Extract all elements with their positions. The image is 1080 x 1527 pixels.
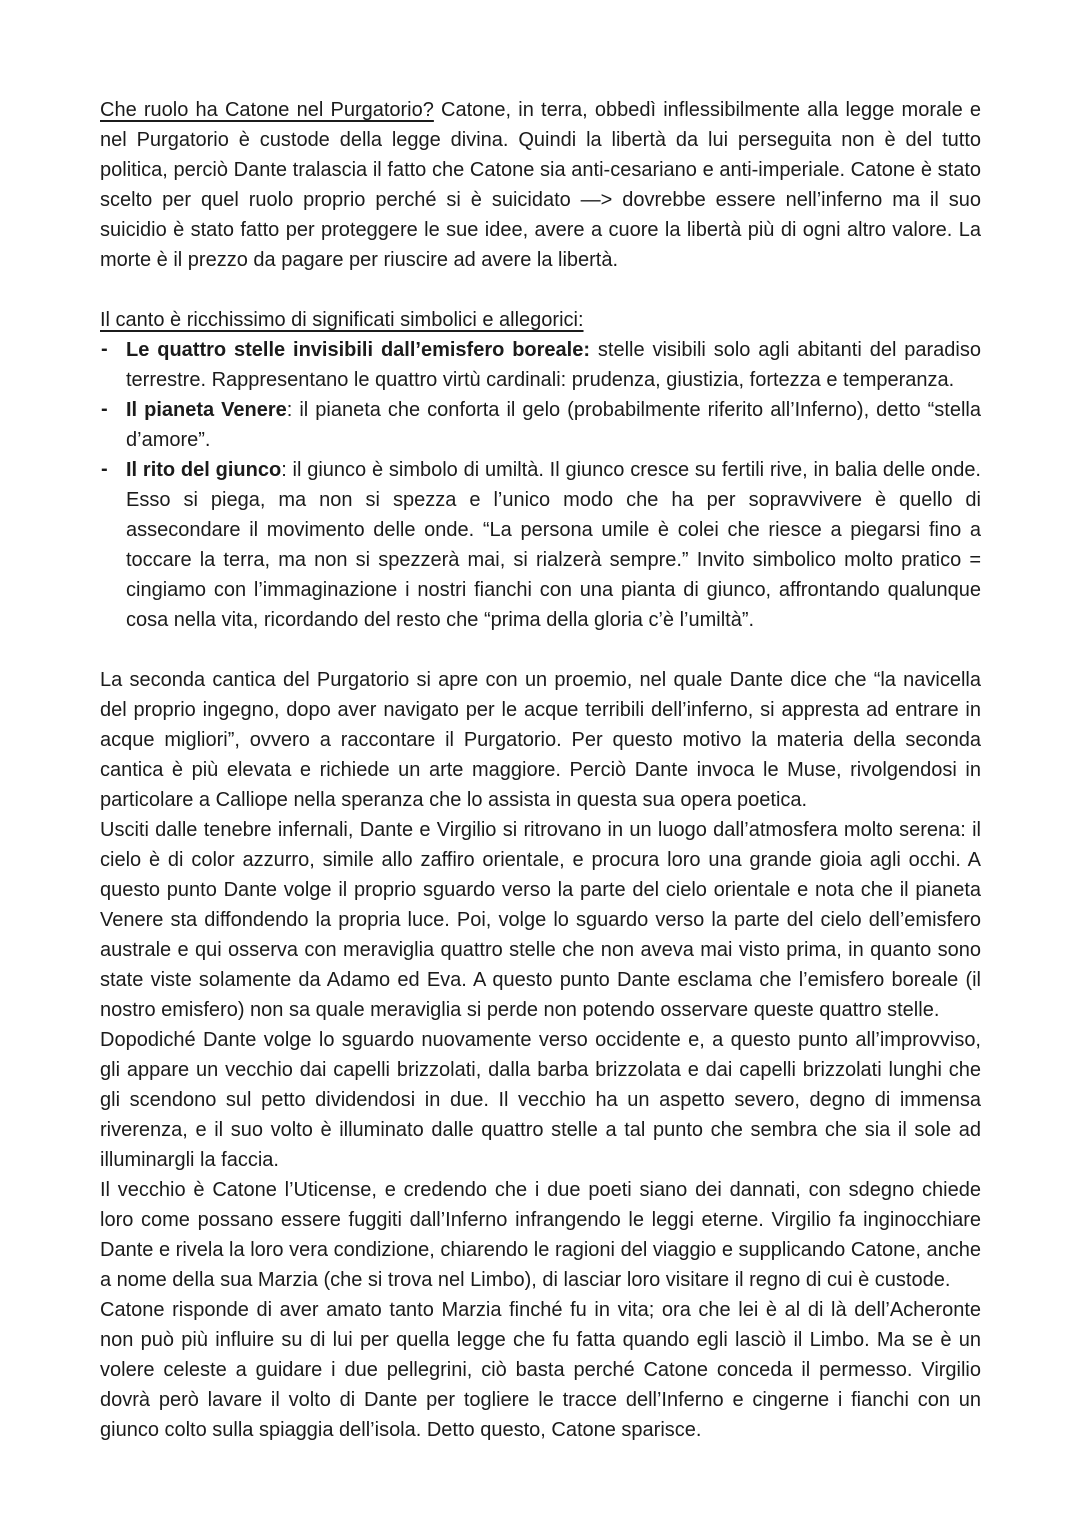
bullet-dash: - [101,458,108,480]
bullet-dash: - [101,338,108,360]
list-item-venus-text: : il pianeta che conforta il gelo (probabilmente riferito all’Inferno), detto “stella d’amore”. [126,399,981,451]
bullet-dash: - [101,398,108,420]
inline-heading-symbolic: Il canto è ricchissimo di significati simbolici e allegorici: [100,309,584,331]
paragraph-catone-risponde: Catone risponde di aver amato tanto Marzia finché fu in vita; ora che lei è al di là dell’Acheronte non può più influire su di lui per quella legge che fu fatta quando egli lasciò il Limbo. Ma se è un volere celeste a guidare i due pellegrini, ciò basta perché Catone conceda il permesso. Virgilio dovrà però lavare il volto di Dante per togliere le tracce dell’Inferno e cingerne i fianchi con un giunco colto sulla spiaggia dell’isola. Detto questo, Catone sparisce. [100,1299,981,1441]
paragraph-usciti-tenebre: Usciti dalle tenebre infernali, Dante e Virgilio si ritrovano in un luogo dall’atmosfera molto serena: il cielo è di color azzurro, simile allo zaffiro orientale, e procura loro una grande gioia agli occhi. A questo punto Dante volge il proprio sguardo verso la parte del cielo orientale e nota che il pianeta Venere sta diffondendo la propria luce. Poi, volge lo sguardo verso la parte del cielo dell’emisfero australe e qui osserva con meraviglia quattro stelle che non aveva mai visto prima, in quanto sono state viste solamente da Adamo ed Eva. A questo punto Dante esclama che l’emisfero boreale (il nostro emisfero) non sa quale meraviglia si perde non potendo osservare queste quattro stelle. [100,819,981,1021]
list-item-giunco-term: Il rito del giunco [126,459,282,481]
paragraph-catone-body: Catone, in terra, obbedì inflessibilmente alla legge morale e nel Purgatorio è custode della legge divina. Quindi la libertà da lui perseguita non è del tutto politica, perciò Dante tralascia il fatto che Catone sia anti-cesariano e anti-imperiale. Catone è stato scelto per quel ruolo proprio perché si è suicidato —> dovrebbe essere nell’inferno ma il suo suicidio è stato fatto per proteggere le sue idee, avere a cuore la libertà più di ogni altro valore. La morte è il prezzo da pagare per riuscire ad avere la libertà. [100,99,981,271]
heading-symbolic-meanings [100,305,981,335]
list-item-four-stars-text: stelle visibili solo agli abitanti del paradiso terrestre. Rappresentano le quattro virtù cardinali: prudenza, giustizia, fortezza e temperanza. [126,339,981,391]
summary-block [100,665,981,1445]
list-item-four-stars-term: Le quattro stelle invisibili dall’emisfero boreale: [126,339,591,361]
document-page [100,95,981,1445]
paragraph-catone-uticense: Il vecchio è Catone l’Uticense, e credendo che i due poeti siano dei dannati, con sdegno chiede loro come possano essere fuggiti dall’Inferno infrangendo le leggi eterne. Virgilio fa inginocchiare Dante e rivela la loro vera condizione, chiarendo le ragioni del viaggio e supplicando Catone, anche a nome della sua Marzia (che si trova nel Limbo), di lasciar loro visitare il regno di cui è custode. [100,1179,981,1291]
symbolic-meanings-list [100,335,981,635]
paragraph-proemio: La seconda cantica del Purgatorio si apre con un proemio, nel quale Dante dice che “la navicella del proprio ingegno, dopo aver navigato per le acque terribili dell’inferno, si appresta ad entrare in acque migliori”, ovvero a raccontare il Purgatorio. Per questo motivo la materia della seconda cantica è più elevata e richiede un arte maggiore. Perciò Dante invoca le Muse, rivolgendosi in particolare a Calliope nella speranza che lo assista in questa sua opera poetica. [100,669,981,811]
list-item-venus-term: Il pianeta Venere [126,399,287,421]
paragraph-vecchio-apparizione: Dopodiché Dante volge lo sguardo nuovamente verso occidente e, a questo punto all’improvviso, gli appare un vecchio dai capelli brizzolati, dalla barba brizzolata e dai capelli brizzolati lunghi che gli scendono sul petto dividendosi in due. Il vecchio ha un aspetto severo, degno di immensa riverenza, e il suo volto è illuminato dalle quattro stelle a tal punto che sembra che sia il sole ad illuminargli la faccia. [100,1029,981,1171]
paragraph-catone-role [100,95,981,275]
list-item-four-stars [100,335,981,395]
list-item-giunco-text: : il giunco è simbolo di umiltà. Il giunco cresce su fertili rive, in balia delle onde. Esso si piega, ma non si spezza e l’unico modo che ha per sopravvivere è quello di assecondare il movimento delle onde. “La persona umile è colei che riesce a piegarsi fino a toccare la terra, ma non si spezzerà mai, si rialzerà sempre.” Invito simbolico molto pratico = cingiamo con l’immaginazione i nostri fianchi con una pianta di giunco, affrontando qualunque cosa nella vita, ricordando del resto che “prima della gloria c’è l’umiltà”. [126,459,981,631]
inline-heading-catone-question: Che ruolo ha Catone nel Purgatorio? [100,99,434,121]
list-item-venus [100,395,981,455]
list-item-giunco [100,455,981,635]
